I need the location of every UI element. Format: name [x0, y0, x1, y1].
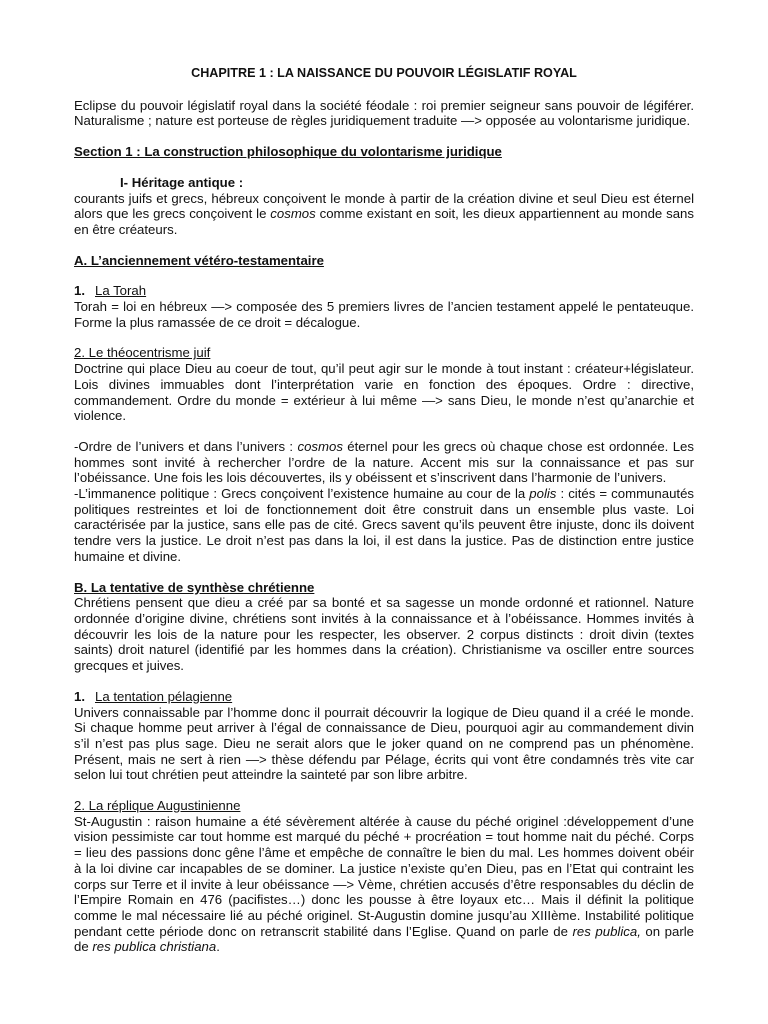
emphasis-cosmos: cosmos — [270, 206, 316, 222]
section-1-heading: Section 1 : La construction philosophique du volontarisme juridique — [74, 144, 502, 160]
torah-paragraph: Torah = loi en hébreux —> composée des 5 premiers livres de l’ancien testament appelé le pentateuque. Forme la plus ramassée de ce droit = décalogue. — [74, 299, 694, 330]
theocentrisme-heading: 2. Le théocentrisme juif — [74, 345, 211, 361]
augustinienne-heading: 2. La réplique Augustinienne — [74, 798, 241, 814]
chapter-title: CHAPITRE 1 : LA NAISSANCE DU POUVOIR LÉGISLATIF ROYAL — [191, 66, 577, 80]
ordre-univers-paragraph: -Ordre de l’univers et dans l’univers : cosmos éternel pour les grecs où chaque chose est ordonnée. Les hommes sont invité à rechercher l’ordre de la nature. Accent mis sur la connaissance et pas sur l’obéissance. Une fois les lois découvertes, ils y obéissent et s’inscrivent dans l’harmonie de l’univers. — [74, 438, 694, 486]
section-b-heading: B. La tentative de synthèse chrétienne — [74, 579, 315, 595]
pelagienne-heading: 1. La tentation pélagienne — [74, 688, 233, 704]
intro-paragraph: Eclipse du pouvoir législatif royal dans la société féodale : roi premier seigneur sans pouvoir de légiférer. Naturalisme ; nature est porteuse de règles juridiquement traduite —> opposée au volontarisme juridique. — [74, 97, 694, 129]
section-a-heading: A. L’anciennement vétéro-testamentaire — [74, 252, 324, 268]
part-1-paragraph: courants juifs et grecs, hébreux conçoivent le monde à partir de la création divine et seul Dieu est éternel alors que les grecs conçoivent le cosmos comme existant en soit, les dieux appartiennent au monde sans en être créateurs. — [74, 190, 694, 237]
pelagienne-paragraph: Univers connaissable par l’homme donc il pourrait découvrir la logique de Dieu quand il a créé le monde. Si chaque homme peut arriver à l’égal de connaissance de Dieu, pourquoi agir au commandement divin s’il n’est pas plus sage. Dieu ne serait alors que le joker quand on ne comprend pas un phénomène. Présent, mais ne sert à rien —> thèse défendu par Pélage, écrits qui vont être condamnés très vite car selon lui tout chrétien peut atteindre la sainteté par son libre arbitre. — [74, 704, 694, 783]
synthese-paragraph: Chrétiens pensent que dieu a créé par sa bonté et sa sagesse un monde ordonné et rationnel. Nature ordonnée d’origine divine, chrétiens sont invités à la connaissance et à l’obéissance. Hommes invités à découvrir les lois de la nature pour les respecter, les observer. 2 corpus distincts : droit divin (textes saints) droit naturel (identifié par les hommes dans la création). Christianisme va osciller entre sources grecques et juives. — [74, 595, 694, 674]
theocentrisme-paragraph: Doctrine qui place Dieu au coeur de tout, qu’il peut agir sur le monde à tout instant : créateur+législateur. Lois divines immuables dont l’interprétation varie en fonction des époques. Ordre : directive, commandement. Ordre du monde = extérieur à lui même —> sans Dieu, le monde n’est qu’anarchie et violence. — [74, 361, 694, 424]
part-1-heading: I- Héritage antique : — [120, 174, 244, 190]
augustinienne-paragraph: St-Augustin : raison humaine a été sévèrement altérée à cause du péché originel :développement d’une vision pessimiste car tout homme est marqué du péché + procréation = tout homme nait du péché. Corps = lieu des passions donc gêne l’âme et empêche de connaître le bien du mal. Les hommes doivent obéir à la loi divine car incapables de se dominer. La justice n’existe qu’en Dieu, pas en l’Etat qui contraint les corps sur Terre et il invite à leur obéissance —> Vème, chrétien accusés d’être responsables du déclin de l’Empire Romain en 476 (pacifistes…) donc les pousse à être loyaux etc… Mais il définit la politique comme le mal nécessaire lié au péché originel. St-Augustin domine jusqu’au XIIIème. Instabilité politique pendant cette période donc on retranscrit stabilité dans l’Eglise. Quand on parle de res publica, on parle de res publica christiana. — [74, 813, 694, 955]
torah-heading: 1. La Torah — [74, 283, 147, 299]
immanence-politique-paragraph: -L’immanence politique : Grecs conçoivent l’existence humaine au cour de la polis : cités = communautés politiques restreintes et loi de fonctionnement doit être construit dans un ensemble plus vaste. Loi caractérisée par la justice, sans elle pas de cité. Grecs savent qu’ils peuvent être injuste, donc ils doivent tendre vers la justice. Le droit n’est pas dans la loi, il est dans la justice. Pas de distinction entre justice humaine et divine. — [74, 486, 694, 564]
